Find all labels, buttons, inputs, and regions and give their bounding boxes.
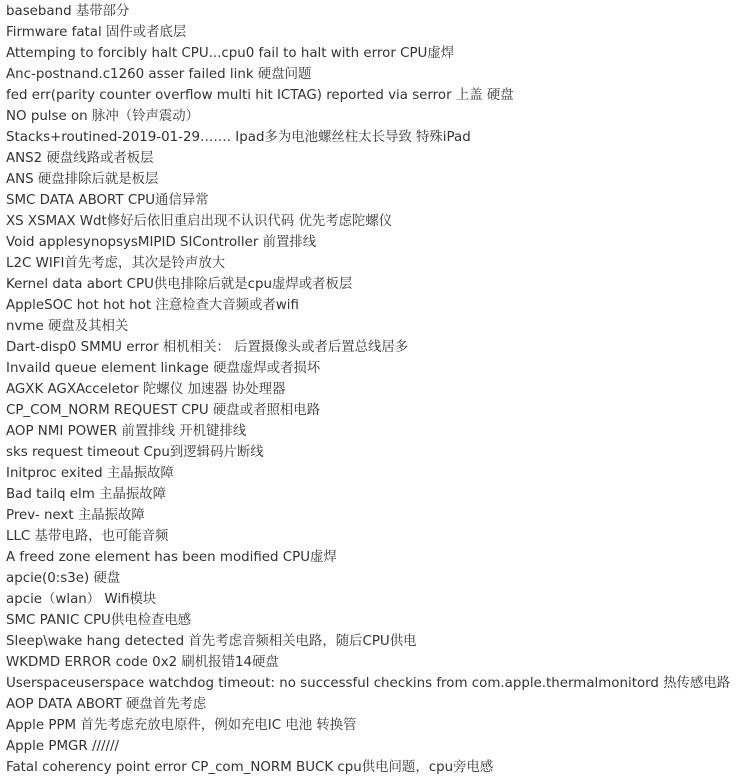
text-line: apcie（wlan） Wifi模块 bbox=[6, 592, 157, 607]
text-line: Firmware fatal 固件或者底层 bbox=[6, 25, 187, 40]
text-line: A freed zone element has been modified CPU虚焊 bbox=[6, 550, 337, 565]
text-line: Sleep\wake hang detected 首先考虑音频相关电路，随后CPU供电 bbox=[6, 634, 417, 649]
text-line: Apple PPM 首先考虑充放电原件，例如充电IC 电池 转换管 bbox=[6, 718, 357, 733]
text-line: WKDMD ERROR code 0x2 刷机报错14硬盘 bbox=[6, 655, 279, 670]
text-line: LLC 基带电路，也可能音频 bbox=[6, 529, 169, 544]
text-line: Bad tailq elm 主晶振故障 bbox=[6, 487, 167, 502]
document-body bbox=[6, 1, 741, 778]
text-line: Kernel data abort CPU供电排除后就是cpu虚焊或者板层 bbox=[6, 277, 353, 292]
text-line: SMC DATA ABORT CPU通信异常 bbox=[6, 193, 209, 208]
text-line: Userspaceuserspace watchdog timeout: no successful checkins from com.apple.thermalmonitord 热传感电路 bbox=[6, 676, 731, 691]
text-line: Dart-disp0 SMMU error 相机相关： 后置摄像头或者后置总线居多 bbox=[6, 340, 409, 355]
text-line: ANS 硬盘排除后就是板层 bbox=[6, 172, 159, 187]
text-line: apcie(0:s3e) 硬盘 bbox=[6, 571, 121, 586]
text-line: AppleSOC hot hot hot 注意检查大音频或者wifi bbox=[6, 298, 299, 313]
text-line: L2C WIFI首先考虑，其次是铃声放大 bbox=[6, 256, 226, 271]
text-line: Attemping to forcibly halt CPU...cpu0 fail to halt with error CPU虚焊 bbox=[6, 46, 455, 61]
text-line: nvme 硬盘及其相关 bbox=[6, 319, 129, 334]
text-line: Anc-postnand.c1260 asser failed link 硬盘问题 bbox=[6, 67, 312, 82]
text-line: Invaild queue element linkage 硬盘虚焊或者损坏 bbox=[6, 361, 321, 376]
text-line: CP_COM_NORM REQUEST CPU 硬盘或者照相电路 bbox=[6, 403, 321, 418]
text-line: Apple PMGR ////// bbox=[6, 739, 120, 754]
text-line: Stacks+routined-2019-01-29……. Ipad多为电池螺丝柱太长导致 特殊iPad bbox=[6, 130, 471, 145]
text-line: AOP DATA ABORT 硬盘首先考虑 bbox=[6, 697, 207, 712]
text-line: fed err(parity counter overflow multi hit ICTAG) reported via serror 上盖 硬盘 bbox=[6, 88, 514, 103]
text-line: Void applesynopsysMIPID SIController 前置排线 bbox=[6, 235, 317, 250]
text-line: AGXK AGXAcceletor 陀螺仪 加速器 协处理器 bbox=[6, 382, 286, 397]
text-line: Initproc exited 主晶振故障 bbox=[6, 466, 174, 481]
text-line: NO pulse on 脉冲（铃声震动） bbox=[6, 109, 200, 124]
text-line: Fatal coherency point error CP_com_NORM BUCK cpu供电问题，cpu旁电感 bbox=[6, 760, 494, 775]
text-line: AOP NMI POWER 前置排线 开机键排线 bbox=[6, 424, 247, 439]
text-line: baseband 基带部分 bbox=[6, 4, 130, 19]
text-line: ANS2 硬盘线路或者板层 bbox=[6, 151, 154, 166]
text-line: Prev- next 主晶振故障 bbox=[6, 508, 145, 523]
text-line: sks request timeout Cpu到逻辑码片断线 bbox=[6, 445, 264, 460]
text-line: SMC PANIC CPU供电检查电感 bbox=[6, 613, 192, 628]
text-line: XS XSMAX Wdt修好后依旧重启出现不认识代码 优先考虑陀螺仪 bbox=[6, 214, 393, 229]
